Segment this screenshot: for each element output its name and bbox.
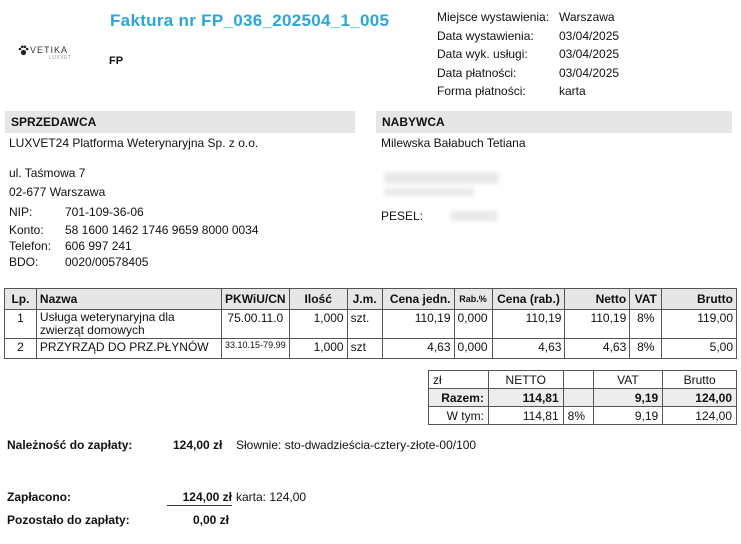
summary-incl-net: 114,81 [488, 407, 563, 425]
paid-amount: 124,00 zł [167, 490, 232, 506]
col-header-pkwiu: PKWiU/CN [221, 289, 289, 310]
summary-total-row [429, 389, 737, 407]
meta-row [437, 84, 679, 103]
remaining-label: Pozostało do zapłaty: [7, 513, 130, 527]
table-row: 1 Usługa weterynaryjna dla zwierząt domowych 75.00.11.0 1,000 szt. 110,19 0,000 110,19 110,19 8% 119,00 [5, 310, 737, 339]
col-header-discount: Rab.% [454, 289, 492, 310]
meta-row [437, 47, 679, 66]
logo-text: VETIKA [30, 45, 69, 55]
col-header-unit: J.m. [347, 289, 382, 310]
paw-icon [18, 45, 29, 56]
items-header-row [5, 289, 737, 310]
meta-row [437, 10, 679, 29]
col-header-price-discounted: Cena (rab.) [492, 289, 565, 310]
summary-header-vat: VAT [593, 371, 663, 389]
seller-bdo: BDO: 0020/00578405 [9, 255, 149, 269]
logo-subtext: LUXVET [49, 55, 72, 61]
meta-row [437, 66, 679, 85]
col-header-price: Cena jedn. [382, 289, 454, 310]
summary-incl-row [429, 407, 737, 425]
meta-label: Data wyk. usługi: [437, 47, 528, 61]
meta-value: 03/04/2025 [559, 65, 620, 80]
redacted-address [384, 188, 474, 196]
redacted-pesel [450, 211, 498, 221]
document-type: FP [109, 55, 124, 67]
meta-value: karta [559, 84, 586, 98]
summary-total-label: Razem: [429, 389, 489, 407]
summary-header-row [429, 371, 737, 389]
buyer-name: Milewska Bałabuch Tetiana [381, 136, 526, 150]
col-header-vat: VAT [630, 289, 662, 310]
summary-header-gross: Brutto [663, 371, 737, 389]
amount-due-value: 124,00 zł [173, 438, 223, 452]
buyer-heading: NABYWCA [376, 111, 732, 133]
summary-incl-gross: 124,00 [663, 407, 737, 425]
seller-heading: SPRZEDAWCA [5, 111, 355, 133]
col-header-name: Nazwa [36, 289, 221, 310]
summary-incl-label: W tym: [429, 407, 489, 425]
company-logo [18, 42, 78, 66]
summary-total-net: 114,81 [488, 389, 563, 407]
summary-total-gross: 124,00 [663, 389, 737, 407]
seller-phone: Telefon: 606 997 241 [9, 239, 132, 253]
meta-label: Forma płatności: [437, 84, 526, 98]
meta-label: Data wystawienia: [437, 28, 534, 43]
invoice-title: Faktura nr FP_036_202504_1_005 [110, 11, 390, 30]
invoice-meta [437, 10, 679, 103]
seller-city: 02-677 Warszawa [9, 185, 106, 199]
col-header-lp: Lp. [5, 289, 37, 310]
seller-details [9, 205, 259, 271]
amount-due-label: Należność do zapłaty: [7, 438, 133, 452]
summary-incl-vat: 9,19 [593, 407, 663, 425]
summary-currency: zł [429, 371, 489, 389]
paid-label: Zapłacono: [7, 490, 72, 504]
seller-street: ul. Taśmowa 7 [9, 166, 86, 180]
remaining-amount: 0,00 zł [192, 513, 229, 527]
summary-total-vat: 9,19 [593, 389, 663, 407]
redacted-address [384, 172, 499, 184]
meta-label: Miejsce wystawienia: [437, 10, 550, 24]
meta-value: 03/04/2025 [559, 47, 620, 61]
col-header-gross: Brutto [662, 289, 737, 310]
items-table [4, 288, 737, 359]
summary-header-net: NETTO [488, 371, 563, 389]
meta-label: Data płatności: [437, 65, 517, 80]
meta-value: 03/04/2025 [559, 28, 620, 43]
seller-nip: NIP: 701-109-36-06 [9, 205, 144, 219]
paid-method: karta: 124,00 [236, 490, 307, 504]
seller-account: Konto: 58 1600 1462 1746 9659 8000 0034 [9, 223, 259, 237]
seller-name: LUXVET24 Platforma Weterynaryjna Sp. z o.o. [9, 136, 259, 150]
table-row: 2 PRZYRZĄD DO PRZ.PŁYNÓW 33.10.15-79.99 1,000 szt 4,63 0,000 4,63 4,63 8% 5,00 [5, 339, 737, 359]
summary-incl-rate: 8% [563, 407, 593, 425]
amount-in-words: Słownie: sto-dwadzieścia-cztery-złote-00/100 [236, 438, 477, 452]
col-header-net: Netto [565, 289, 630, 310]
col-header-qty: Ilość [289, 289, 347, 310]
buyer-pesel-label: PESEL: [381, 209, 424, 223]
meta-value: Warszawa [559, 10, 615, 24]
vat-summary-table [428, 370, 737, 425]
meta-row [437, 29, 679, 48]
